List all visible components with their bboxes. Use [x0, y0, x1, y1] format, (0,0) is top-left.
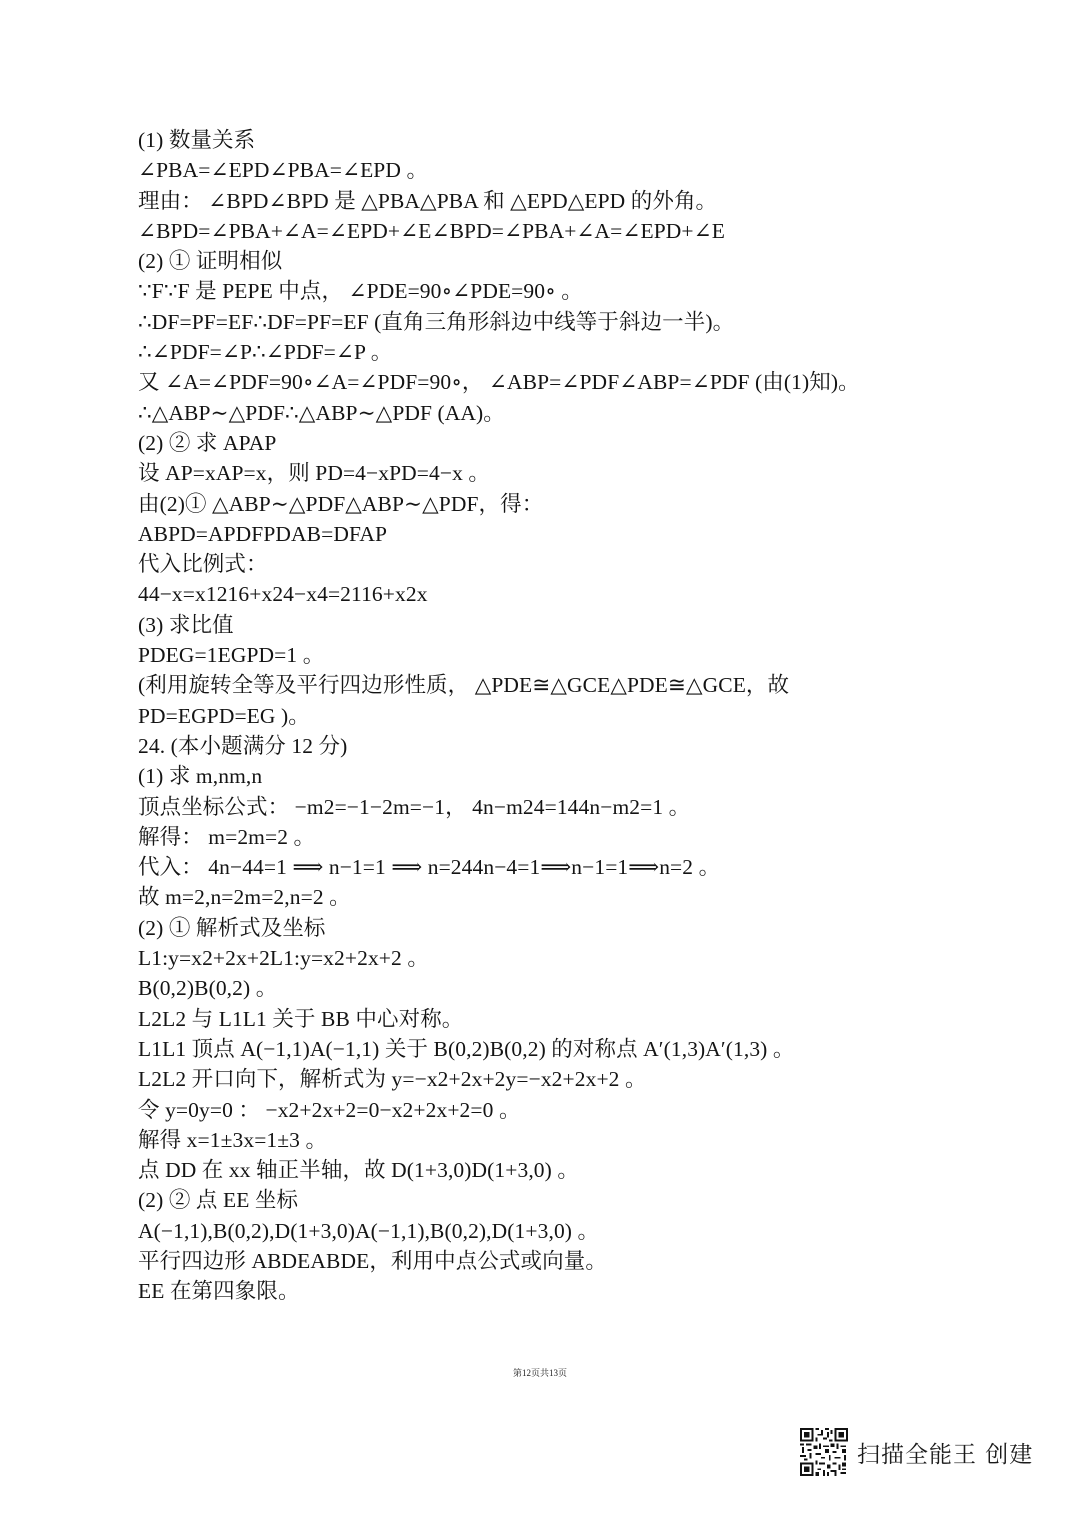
text-line: B(0,2)B(0,2) 。	[138, 976, 278, 1001]
text-line: L2L2 与 L1L1 关于 BB 中心对称。	[138, 1006, 464, 1031]
text-line: 44−x=x1216+x24−x4=2116+x2x	[138, 582, 428, 607]
document-body	[138, 125, 1038, 1307]
qr-code-icon	[800, 1428, 848, 1476]
text-line: 顶点坐标公式： −m2=−1−2m=−1， 4n−m24=144n−m2=1 。	[138, 794, 691, 819]
text-line: (1) 求 m,nm,n	[138, 764, 263, 789]
text-line: (1) 数量关系	[138, 128, 256, 152]
text-line: EE 在第四象限。	[138, 1279, 300, 1304]
text-line: 令 y=0y=0 ： −x2+2x+2=0−x2+2x+2=0 。	[138, 1097, 521, 1122]
text-line: (2) ① 证明相似	[138, 249, 283, 274]
text-line: ∠PBA=∠EPD∠PBA=∠EPD 。	[138, 158, 429, 183]
text-line: 24. (本小题满分 12 分)	[138, 733, 348, 758]
text-line: (3) 求比值	[138, 612, 234, 637]
text-line: 由(2)① △ABP∼△PDF△ABP∼△PDF，得：	[138, 491, 544, 516]
text-line: ∠BPD=∠PBA+∠A=∠EPD+∠E∠BPD=∠PBA+∠A=∠EPD+∠E	[138, 218, 725, 243]
watermark-label: 扫描全能王 创建	[857, 1441, 1034, 1468]
text-line: 解得： m=2m=2 。	[138, 824, 316, 849]
text-line: L1L1 顶点 A(−1,1)A(−1,1) 关于 B(0,2)B(0,2) 的对称点 A′(1,3)A′(1,3) 。	[138, 1036, 795, 1061]
text-line: 故 m=2,n=2m=2,n=2 。	[138, 885, 351, 910]
text-line: L2L2 开口向下，解析式为 y=−x2+2x+2y=−x2+2x+2 。	[138, 1067, 647, 1092]
text-line: ∴△ABP∼△PDF∴△ABP∼△PDF (AA)。	[138, 400, 505, 425]
text-line: L1:y=x2+2x+2L1:y=x2+2x+2 。	[138, 946, 429, 971]
text-line: ∴DF=PF=EF∴DF=PF=EF (直角三角形斜边中线等于斜边一半)。	[138, 309, 735, 334]
text-line: 理由： ∠BPD∠BPD 是 △PBA△PBA 和 △EPD△EPD 的外角。	[138, 188, 718, 213]
text-line: A(−1,1),B(0,2),D(1+3,0)A(−1,1),B(0,2),D(1+3,0) 。	[138, 1218, 600, 1243]
text-line: (利用旋转全等及平行四边形性质， △PDE≅△GCE△PDE≅△GCE，故	[138, 673, 790, 698]
text-line: 代入比例式：	[138, 552, 268, 577]
text-line: PDEG=1EGPD=1 。	[138, 643, 325, 668]
text-line: 代入： 4n−44=1 ⟹ n−1=1 ⟹ n=244n−4=1⟹n−1=1⟹n=2 。	[138, 855, 721, 880]
text-line: PD=EGPD=EG )。	[138, 703, 310, 728]
text-line: ∵F∵F 是 PEPE 中点， ∠PDE=90∘∠PDE=90∘ 。	[138, 279, 583, 304]
text-line: (2) ① 解析式及坐标	[138, 915, 326, 940]
text-line: (2) ② 点 EE 坐标	[138, 1188, 299, 1213]
text-line: ∴∠PDF=∠P∴∠PDF=∠P 。	[138, 340, 393, 365]
text-line: (2) ② 求 APAP	[138, 430, 277, 455]
text-line: 解得 x=1±3x=1±3 。	[138, 1127, 328, 1152]
text-line: 点 DD 在 xx 轴正半轴，故 D(1+3,0)D(1+3,0) 。	[138, 1158, 579, 1183]
page-number: 第12页共13页	[512, 1368, 567, 1378]
text-line: ABPD=APDFPDAB=DFAP	[138, 521, 388, 546]
text-line: 平行四边形 ABDEABDE，利用中点公式或向量。	[138, 1248, 607, 1273]
text-line: 又 ∠A=∠PDF=90∘∠A=∠PDF=90∘， ∠ABP=∠PDF∠ABP=∠PDF (由(1)知)。	[138, 370, 860, 395]
text-line: 设 AP=xAP=x，则 PD=4−xPD=4−x 。	[138, 461, 491, 486]
scanner-watermark	[800, 1427, 1033, 1477]
